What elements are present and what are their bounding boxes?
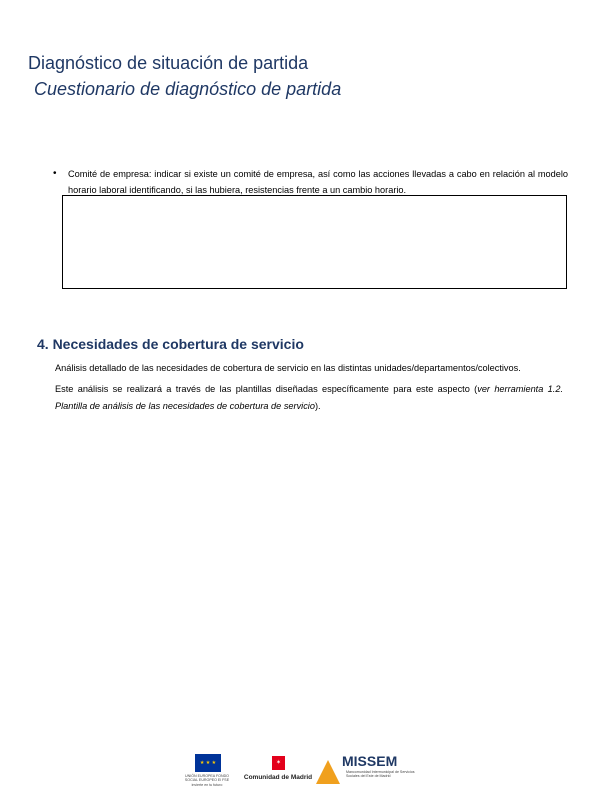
madrid-logo-text: Comunidad de Madrid [243,774,313,781]
section-paragraph-analysis: Análisis detallado de las necesidades de cobertura de servicio en las distintas unidades/departamentos/colectivos. [55,363,521,373]
eu-flag-icon: ★ ★ ★ [195,754,221,772]
page-title: Diagnóstico de situación de partida [28,53,309,73]
madrid-star-icon: ✶ [272,756,285,770]
section-paragraph-template [55,381,563,415]
section-heading: 4. Necesidades de cobertura de servicio [37,336,304,352]
eu-logo-text: UNIÓN EUROPEA FONDO SOCIAL EUROPEO El FSE invierte en tu futuro [184,774,230,787]
missem-logo [316,752,428,792]
tool-reference: ver herramienta 1.2. Plantilla de análisis de las necesidades de cobertura de servicio [55,384,563,411]
missem-logo-name: MISSEM [342,753,398,769]
paragraph-text-end: ). [314,401,321,411]
eu-logo [182,754,232,794]
response-text-box[interactable] [62,195,567,289]
bullet-icon: • [53,168,57,179]
bullet-text-comite: Comité de empresa: indicar si existe un comité de empresa, así como las acciones llevadas a cabo en relación al modelo horario laboral identificando, si las hubiera, resistencias frente a un cambio horario. [68,169,568,195]
paragraph-text-start: Este análisis se realizará a través de las plantillas diseñadas específicamente para este aspecto ( [55,384,478,394]
page-subtitle: Cuestionario de diagnóstico de partida [34,79,342,99]
missem-mountain-icon [316,760,340,784]
comunidad-madrid-logo [238,756,318,790]
missem-logo-description: Mancomunidad Intermunicipal de Servicios Sociales del Este de Madrid [346,770,415,779]
